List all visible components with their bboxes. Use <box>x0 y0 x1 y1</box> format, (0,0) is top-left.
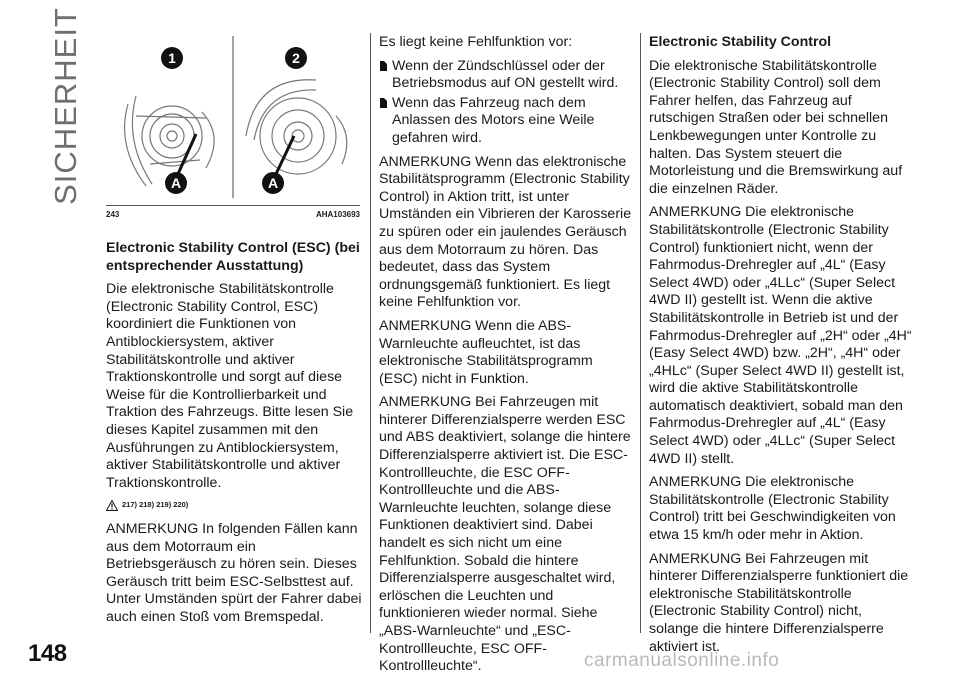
bullet-arrow-icon <box>379 60 389 72</box>
page-number: 148 <box>28 640 67 667</box>
list-item <box>379 58 635 95</box>
paragraph: ANMERKUNG In folgenden Fällen kann aus dem Motorraum ein Betriebsgeräusch zu hören sein. Dieses Geräusch tritt beim ESC-Selbsttest auf. Unter Umständen spürt der Fahrer dabei auch einen Stoß vom Bremspedal. <box>106 520 362 625</box>
callout-a-right-label: A <box>267 175 279 191</box>
column-divider <box>640 33 641 633</box>
paragraph: ANMERKUNG Die elektronische Stabilitätskontrolle (Electronic Stability Control) tritt bei Geschwindigkeiten von etwa 15 km/h oder mehr in Aktion. <box>649 474 896 544</box>
column-1 <box>106 240 364 632</box>
list-item-text: Wenn das Fahrzeug nach dem Anlassen des Motors eine Weile gefahren wird. <box>392 94 595 146</box>
warning-triangle-icon <box>106 500 118 511</box>
paragraph: ANMERKUNG Bei Fahrzeugen mit hinterer Differenzialsperre funktioniert die elektronische Stabilitätskontrolle (Electronic Stability Control) nicht, solange die hintere Differenzialsperre aktiviert ist. <box>649 550 909 655</box>
paragraph: ANMERKUNG Wenn die ABS-Warnleuchte aufleuchtet, ist das elektronische Stabilitätsprogramm (ESC) nicht in Funktion. <box>379 317 593 387</box>
figure-code: AHA103693 <box>315 210 360 219</box>
column-3 <box>649 34 915 662</box>
paragraph: ANMERKUNG Bei Fahrzeugen mit hinterer Differenzialsperre werden ESC und ABS deaktiviert, solange die hintere Differenzialsperre aktiviert ist. Die ESC-Kontrollleuchte, die ESC OFF-Kontrollleuchte und die ABS-Warnleuchte leuchten, solange diese Funktionen deaktiviert sind. Dabei handelt es sich nicht um eine Fehlfunktion. Sobald die hintere Differenzialsperre ausgeschaltet wird, erlöschen die Leuchten und funktionieren wieder normal. Siehe „ABS-Warnleuchte“ und „ESC-Kontrollleuchte, ESC OFF-Kontrollleuchte“. <box>379 394 631 675</box>
paragraph: Die elektronische Stabilitätskontrolle (Electronic Stability Control, ESC) koordiniert die Funktionen von Antiblockiersystem, aktiver Stabilitätskontrolle und aktiver Traktionskontrolle und sorgt auf diese Weise für die Kontrollierbarkeit und Traktion des Fahrzeugs. Bitte lesen Sie dieses Kapitel zusammen mit den Ausführungen zu Antiblockiersystem, aktiver Stabilitätskontrolle und aktiver Traktionskontrolle. <box>106 281 354 491</box>
paragraph: Es liegt keine Fehlfunktion vor: <box>379 34 573 50</box>
figure-number: 243 <box>106 210 120 219</box>
list-item-text: Wenn der Zündschlüssel oder der Betriebsmodus auf ON gestellt wird. <box>392 57 619 92</box>
section-tab-label: SICHERHEIT <box>48 7 83 205</box>
sensor-illustration <box>106 36 360 198</box>
watermark: carmanualsonline.info <box>584 650 780 671</box>
callout-2-label: 2 <box>292 50 300 66</box>
section-tab <box>46 7 86 205</box>
reference-numbers: 217) 218) 219) 220) <box>122 500 189 510</box>
figure-caption <box>106 205 360 219</box>
paragraph: ANMERKUNG Die elektronische Stabilitätskontrolle (Electronic Stability Control) funktioniert nicht, wenn der Fahrmodus-Drehregler auf „4L“ (Easy Select 4WD) oder „4LLc“ (Super Select 4WD II) gestellt ist. Wenn die aktive Stabilitätskontrolle in Betrieb ist und der Fahrmodus-Drehregler auf „2H“ oder „4H“ (Easy Select 4WD) bzw. „2H“, „4H“ oder „4HLc“ (Super Select 4WD II) gestellt ist, wird die aktive Stabilitätskontrolle automatisch deaktiviert, sobald man den Fahrmodus-Drehregler auf „4L“ (Easy Select 4WD) oder „4LLc“ (Super Select 4WD II) stellt. <box>649 204 912 467</box>
bullet-arrow-icon <box>379 97 389 109</box>
list-item <box>379 95 635 154</box>
callout-a-left-label: A <box>170 175 182 191</box>
column-2 <box>379 34 635 682</box>
section-heading-electronic-stability-control: Electronic Stability Control <box>649 34 832 50</box>
column-divider <box>370 33 371 633</box>
warning-references <box>106 496 364 514</box>
paragraph: Die elektronische Stabilitätskontrolle (Electronic Stability Control) soll dem Fahrer helfen, das Fahrzeug auf rutschigen Straßen oder bei schnellen Lenkbewegungen unter Kontrolle zu halten. Das System steuert die Motorleistung und die Bremswirkung auf die einzelnen Räder. <box>649 57 903 197</box>
paragraph: ANMERKUNG Wenn das elektronische Stabilitätsprogramm (Electronic Stability Control) in Aktion tritt, ist unter Umständen ein Vibrieren der Karosserie zu spüren oder ein jaulendes Geräusch aus dem Motorraum zu hören. Das bedeutet, dass das System ordnungsgemäß funktioniert. Es liegt keine Fehlfunktion vor. <box>379 153 632 311</box>
section-heading-esc: Electronic Stability Control (ESC) (bei entsprechender Ausstattung) <box>106 240 360 274</box>
callout-1-label: 1 <box>168 50 176 66</box>
